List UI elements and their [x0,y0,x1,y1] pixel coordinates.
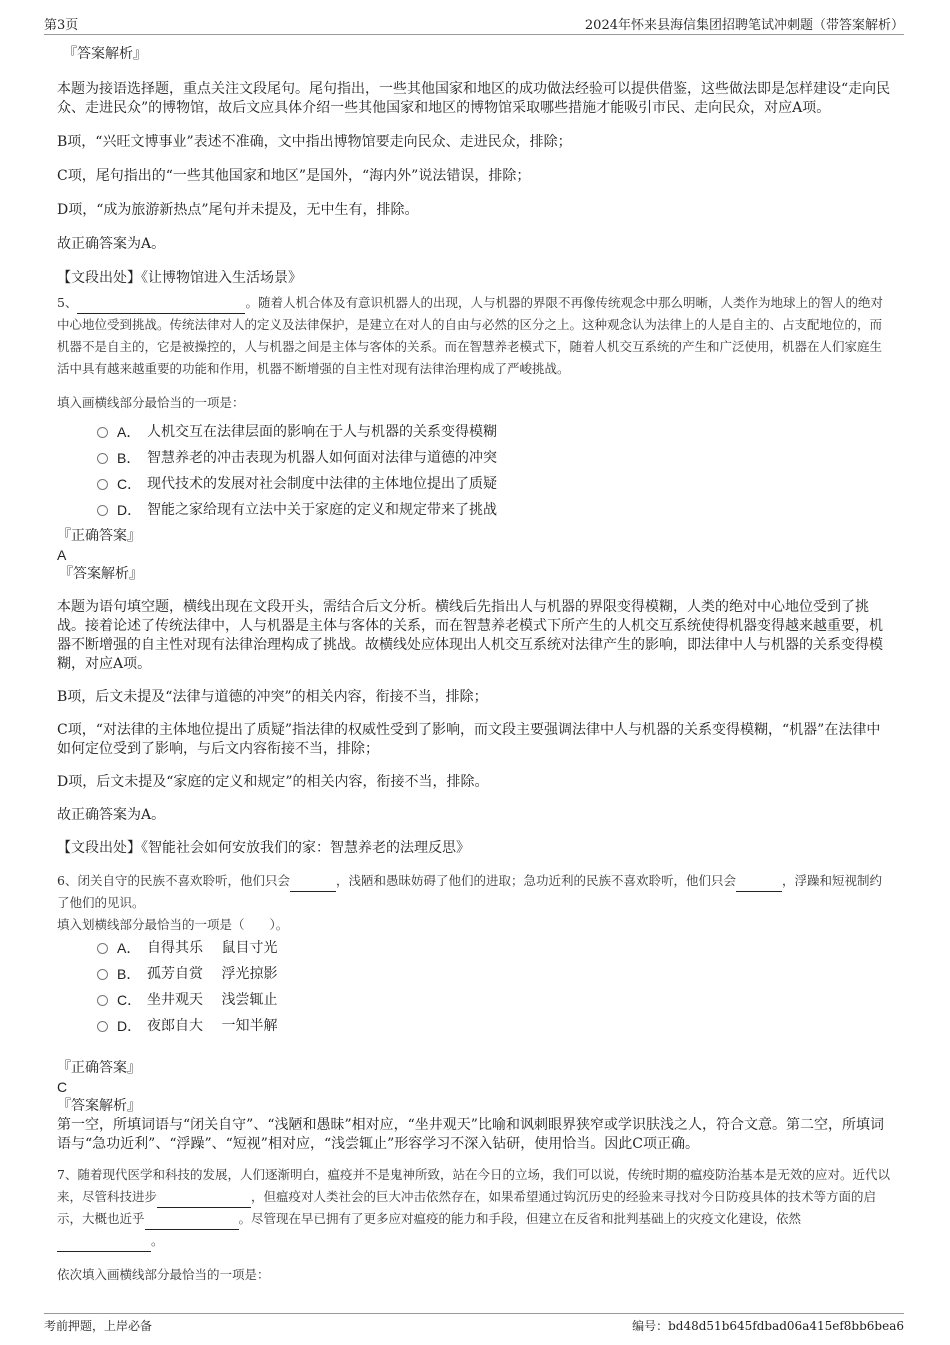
q6-option-d[interactable]: D． 夜郎自大 一知半解 [97,1016,893,1036]
q7-blank-3 [57,1237,151,1252]
q6-stem: 6、闭关自守的民族不喜欢聆听，他们只会 ，浅陋和愚昧妨碍了他们的进取；急功近利的民族不喜欢聆听，他们只会 ，浮躁和短视制约了他们的见识。 [57,873,882,910]
q6-explain-p1: 第一空，所填词语与“闭关自守”、“浅陋和愚昧”相对应，“坐井观天”比喻和讽刺眼界狭窄或学识肤浅之人，符合文意。第二空，所填词语与“急功近利”、“浮躁”、“短视”相对应，“浅尝辄止”形容学习不深入钻研，使用恰当。因此C项正确。 [57,1117,884,1152]
q4-source: 【文段出处】《让博物馆进入生活场景》 [57,270,302,286]
radio-icon[interactable] [97,943,108,954]
q5-stem-text: 。随着人机合体及有意识机器人的出现，人与机器的界限不再像传统观念中那么明晰，人类作为地球上的智人的绝对中心地位受到挑战。传统法律对人的定义及法律保护，是建立在对人的自由与必然的区分之上。这种观念认为法律上的人是自主的、占支配地位的，而机器不是自主的，它是被操控的，人与机器之间是主体与客体的关系。而在智慧养老模式下，随着人机交互系统的产生和广泛使用，机器在人们家庭生活中具有越来越重要的功能和作用，机器不断增强的自主性对现有法律治理构成了严峻挑战。 [57,295,883,376]
q4-explain-c: C项，尾句指出的“一些其他国家和地区”是国外，“海内外”说法错误，排除； [57,168,531,184]
q4-explain-b: B项，“兴旺文博事业”表述不准确，文中指出博物馆要走向民众、走进民众，排除； [57,134,572,150]
radio-icon[interactable] [97,505,108,516]
q6-explain-label: 『答案解析』 [57,1098,141,1114]
radio-icon[interactable] [97,969,108,980]
q6-options [97,938,893,1036]
q5-prompt: 填入画横线部分最恰当的一项是： [57,395,245,410]
q5-source: 【文段出处】《智能社会如何安放我们的家：智慧养老的法理反思》 [57,840,470,856]
q5-explain-c: C项，“对法律的主体地位提出了质疑”指法律的权威性受到了影响，而文段主要强调法律中人与机器的关系变得模糊，“机器”在法律中如何定位受到了影响，与后文内容衔接不当，排除； [57,722,881,757]
q7-stem: 7、随着现代医学和科技的发展，人们逐渐明白，瘟疫并不是鬼神所致，站在今日的立场，我们可以说，传统时期的瘟疫防治基本是无效的应对。近代以来，尽管科技进步 ，但瘟疫对人类社会的巨大冲击依然存在，如果希望通过钩沉历史的经验来寻找对今日防疫具体的技术等方面的启示，大概也近乎 。尽管现在早已拥有了更多应对瘟疫的能力和手段，但建立在反省和批判基础上的灾疫文化建设，依然。 [57,1164,893,1252]
q6-option-c[interactable]: C． 坐井观天 浅尝辄止 [97,990,893,1010]
q5-explain-b: B项，后文未提及“法律与道德的冲突”的相关内容，衔接不当，排除； [57,689,488,705]
q4-explain-label: 『答案解析』 [63,46,147,62]
q6-option-a[interactable]: A． 自得其乐 鼠目寸光 [97,938,893,958]
q4-explain-p1: 本题为接语选择题，重点关注文段尾句。尾句指出，一些其他国家和地区的成功做法经验可以提供借鉴，这些做法即是怎样建设“走向民众、走进民众”的博物馆，故后文应具体介绍一些其他国家和地区的博物馆采取哪些措施才能吸引市民、走向民众，对应A项。 [57,81,891,116]
q7-prompt: 依次填入画横线部分最恰当的一项是： [57,1267,270,1282]
q6-correct-answer: C [57,1079,68,1095]
footer-doc-id: 编号：bd48d51b645fdbad06a415ef8bb6bea6 [632,1319,904,1333]
page-number: 第3页 [44,18,79,33]
radio-icon[interactable] [97,995,108,1006]
q5-conclusion: 故正确答案为A。 [57,807,166,823]
q5-option-c[interactable]: C． 现代技术的发展对社会制度中法律的主体地位提出了质疑 [97,474,893,494]
q5-correct-answer: A [57,547,67,563]
q5-option-a[interactable]: A． 人机交互在法律层面的影响在于人与机器的关系变得模糊 [97,422,893,442]
document-title: 2024年怀来县海信集团招聘笔试冲刺题（带答案解析） [584,18,904,33]
radio-icon[interactable] [97,1021,108,1032]
q7-blank-1 [157,1193,251,1208]
q5-option-b[interactable]: B． 智慧养老的冲击表现为机器人如何面对法律与道德的冲突 [97,448,893,468]
q6-blank-2 [736,877,782,892]
radio-icon[interactable] [97,453,108,464]
document-body [57,44,893,1286]
q6-correct-label: 『正确答案』 [57,1060,141,1076]
q5-explain-d: D项，后文未提及“家庭的定义和规定”的相关内容，衔接不当，排除。 [57,774,489,790]
q5-explain-p1: 本题为语句填空题，横线出现在文段开头，需结合后文分析。横线后先指出人与机器的界限变得模糊，人类的绝对中心地位受到了挑战。接着论述了传统法律中，人与机器是主体与客体的关系，而在智慧养老模式下所产生的人机交互系统使得机器变得越来越重要，机器不断增强的自主性对现有法律治理构成了挑战。故横线处应体现出人机交互系统对法律产生的影响，即法律中人与机器的关系变得模糊，对应A项。 [57,599,883,672]
footer-slogan: 考前押题，上岸必备 [44,1319,153,1333]
page-footer [44,1313,904,1333]
q5-stem [57,292,893,380]
q6-blank-1 [290,877,336,892]
q5-explain-label: 『答案解析』 [59,566,143,582]
q6-prompt: 填入划横线部分最恰当的一项是（ ）。 [57,917,289,932]
q4-explain-d: D项，“成为旅游新热点”尾句并未提及，无中生有，排除。 [57,202,419,218]
q5-option-d[interactable]: D． 智能之家给现有立法中关于家庭的定义和规定带来了挑战 [97,500,893,520]
page-header [44,14,904,35]
q5-blank [77,299,245,314]
q4-conclusion: 故正确答案为A。 [57,236,166,252]
q5-correct-label: 『正确答案』 [57,528,141,544]
radio-icon[interactable] [97,427,108,438]
q6-option-b[interactable]: B． 孤芳自赏 浮光掠影 [97,964,893,984]
radio-icon[interactable] [97,479,108,490]
q7-blank-2 [145,1215,239,1230]
q5-number: 5、 [57,295,78,310]
q5-options [97,422,893,520]
